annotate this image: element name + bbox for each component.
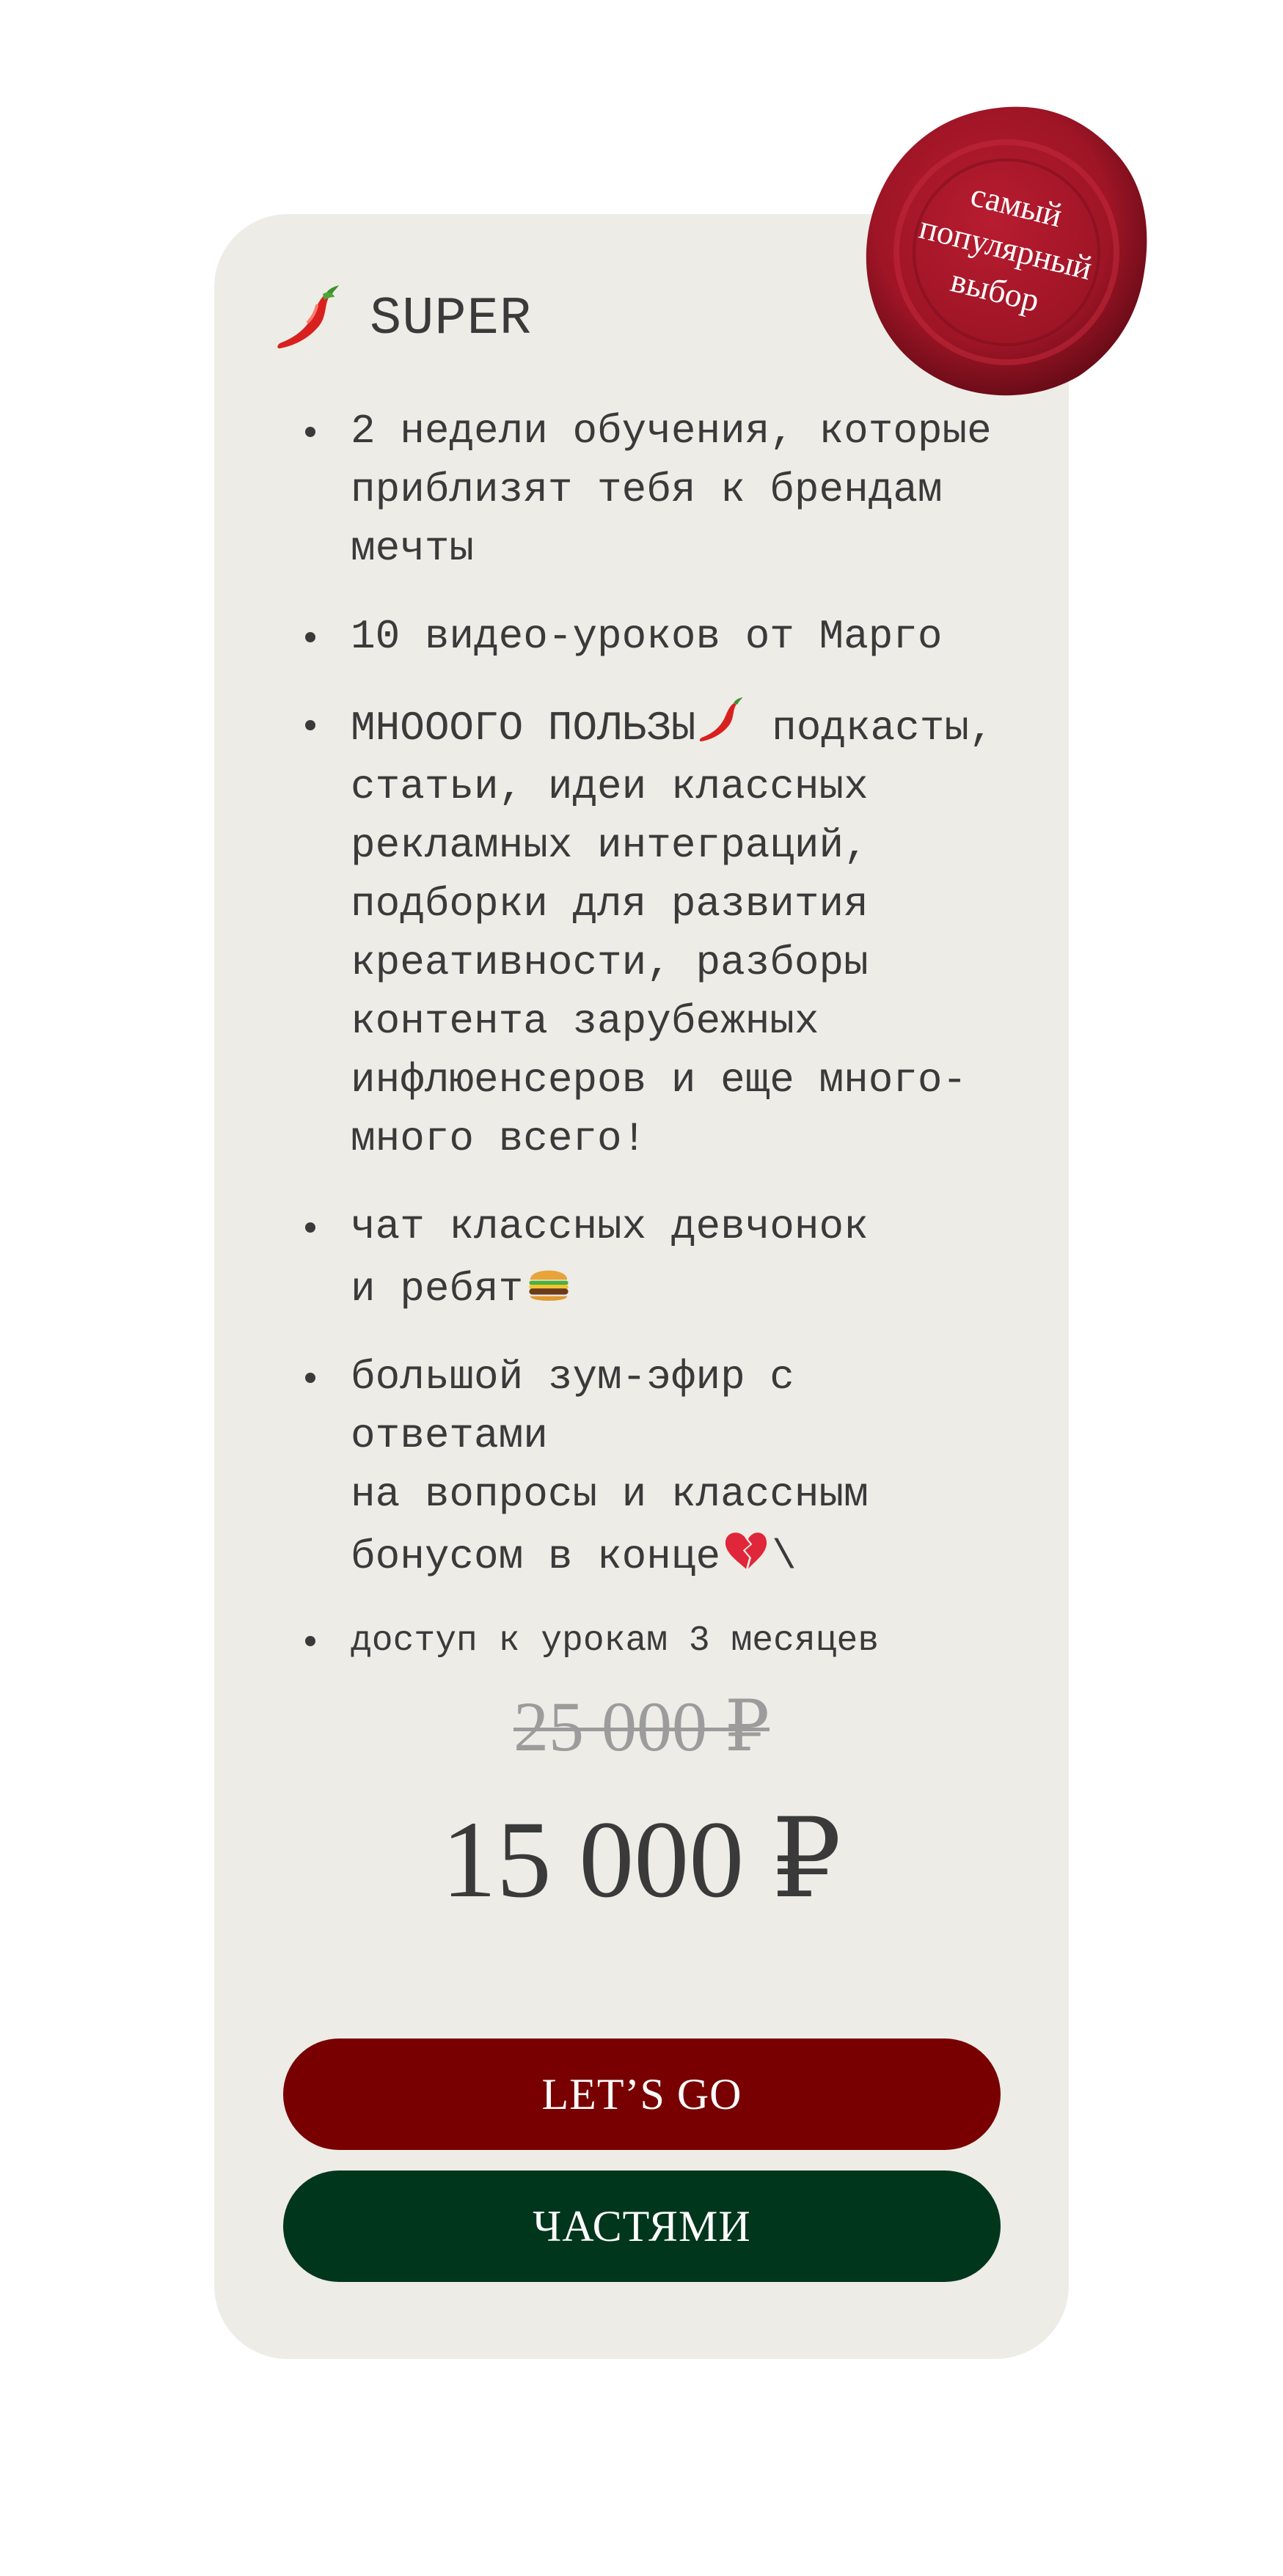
- feature-text: 2 недели обучения, которые приблизят тебя к брендам мечты: [351, 408, 992, 572]
- feature-text: МНОООГО ПОЛЬЗЫ: [351, 705, 696, 752]
- feature-text: \: [772, 1533, 797, 1580]
- burger-icon: [523, 1256, 574, 1307]
- feature-text: 10 видео-уроков от Марго: [351, 613, 943, 660]
- plan-header: [271, 282, 532, 356]
- pay-in-parts-button[interactable]: ЧАСТЯМИ: [283, 2170, 1001, 2282]
- feature-text: чат классных девчонок и ребят: [351, 1203, 869, 1313]
- feature-text: доступ к урокам 3 месяцев: [351, 1621, 880, 1661]
- plan-title: SUPER: [370, 289, 533, 349]
- popular-badge-text: самый популярный выбор: [915, 175, 1096, 320]
- old-price: 25 000 ₽: [513, 1687, 770, 1766]
- feature-text: подкасты, статьи, идеи классных рекламных интеграций, подборки для развития креативности, разборы контента зарубежных инфлюенсеров и еще много- много всего!: [351, 705, 994, 1162]
- feature-item: [302, 402, 1006, 578]
- chili-pepper-icon: [271, 282, 345, 356]
- feature-item: [302, 695, 1006, 1168]
- broken-heart-icon: [720, 1524, 772, 1575]
- feature-item: [302, 1197, 1006, 1318]
- current-price: 15 000 ₽: [441, 1799, 842, 1920]
- lets-go-button[interactable]: LET’S GO: [283, 2039, 1001, 2150]
- feature-item: [302, 607, 1006, 666]
- feature-text: большой зум-эфир с ответами на вопросы и классным бонусом в конце: [351, 1354, 869, 1580]
- feature-item: [302, 1348, 1006, 1586]
- chili-pepper-icon: [695, 695, 747, 746]
- feature-list: [302, 402, 1006, 1696]
- feature-item: [302, 1615, 1006, 1667]
